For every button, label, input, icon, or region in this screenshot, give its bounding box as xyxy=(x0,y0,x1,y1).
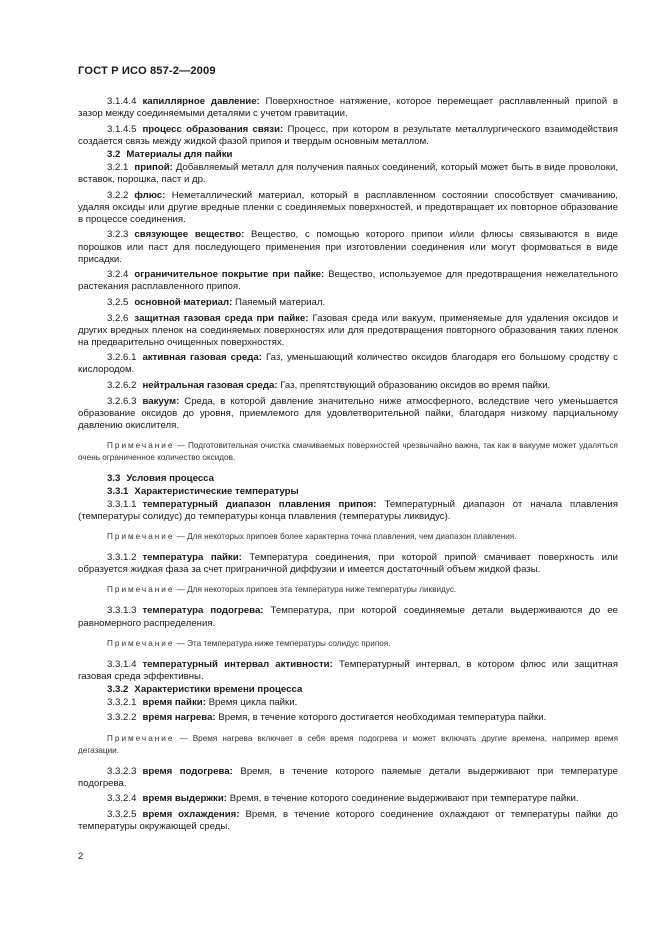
term: время выдержки: xyxy=(142,793,227,805)
definition: Температура, при которой соединяемые детали выдерживаются до ее равномерного распределения. xyxy=(78,605,618,629)
clause-number: 3.2.1 xyxy=(107,161,129,173)
clause-number: 3.3.1.2 xyxy=(107,552,137,564)
clause-number: 3.3.2.2 xyxy=(107,712,137,724)
document-body xyxy=(78,96,618,837)
term: время охлаждения: xyxy=(142,808,240,820)
term: процесс образования связи: xyxy=(142,123,284,135)
definition: Время, в течение которого паяемые детали выдерживают при температуре подогрева. xyxy=(78,765,618,789)
clause-3-3-2-2 xyxy=(78,712,618,724)
clause-number: 3.3.1.3 xyxy=(107,605,137,617)
clause-number: 3.1.4.5 xyxy=(107,123,137,135)
definition: Газ, уменьшающий количество оксидов благодаря его большому сродству с кислородом. xyxy=(78,352,618,376)
clause-number: 3.2.4 xyxy=(107,269,129,281)
definition: Процесс, при котором в результате металлургического взаимодействия создается связь между жидкой фазой припоя и твердым основным металлом. xyxy=(78,123,618,147)
term: температурный интервал активности: xyxy=(142,658,333,670)
section-title: Материалы для пайки xyxy=(126,148,233,160)
page-number: 2 xyxy=(78,851,84,862)
clause-3-2-6 xyxy=(78,313,618,349)
note-melting-point xyxy=(78,531,618,543)
note-label: Примечание xyxy=(107,585,175,595)
definition: Неметаллический материал, который в расплавленном состоянии способствует смачиванию, удаляя оксиды или другие вредные пленки с соединяемых поверхностей, и предотвращает их повторное образование в процессе соединения. xyxy=(78,189,618,225)
clause-3-3-2-1 xyxy=(78,697,618,709)
clause-3-3-2-4 xyxy=(78,793,618,805)
term: температура подогрева: xyxy=(142,605,264,617)
clause-3-2-6-2 xyxy=(78,380,618,392)
clause-3-3-1-3 xyxy=(78,605,618,629)
clause-number: 3.3.1.1 xyxy=(107,499,137,511)
note-liquidus xyxy=(78,584,618,596)
definition: Время, в течение которого соединение охлаждают от температуры пайки до температуры окружающей среды. xyxy=(78,808,618,832)
clause-3-3-1-4 xyxy=(78,659,618,683)
clause-number: 3.3.2.1 xyxy=(107,696,137,708)
clause-3-2-6-1 xyxy=(78,352,618,376)
section-3-2-heading xyxy=(107,149,618,161)
term: вакуум: xyxy=(142,395,180,407)
clause-3-2-2 xyxy=(78,190,618,226)
clause-3-1-4-5 xyxy=(78,124,618,148)
term: время нагрева: xyxy=(142,712,216,724)
clause-3-2-3 xyxy=(78,229,618,265)
clause-3-3-1-2 xyxy=(78,552,618,576)
term: капиллярное давление: xyxy=(142,96,260,107)
section-3-3-1-heading xyxy=(107,486,618,498)
definition: Газ, препятствующий образованию оксидов во время пайки. xyxy=(280,379,551,391)
clause-3-2-4 xyxy=(78,269,618,293)
clause-number: 3.2.6 xyxy=(107,312,129,324)
clause-number: 3.2.2 xyxy=(107,189,129,201)
clause-number: 3.2.6.2 xyxy=(107,379,137,391)
definition: Газовая среда или вакуум, применяемые для удаления оксидов и других вредных пленок на соединяемых поверхностях или для предотвращения повторного образования таких пленок на предварительно очищенных поверхностях. xyxy=(78,312,618,348)
term: время пайки: xyxy=(142,696,206,708)
clause-3-2-5 xyxy=(78,297,618,309)
term: нейтральная газовая среда: xyxy=(142,379,278,391)
note-solidus xyxy=(78,638,618,650)
definition: Вещество, используемое для предотвращения нежелательного растекания расплавленного припоя. xyxy=(78,269,618,293)
term: активная газовая среда: xyxy=(142,352,262,364)
term: связующее вещество: xyxy=(134,229,245,241)
clause-number: 3.3.2.5 xyxy=(107,808,137,820)
clause-3-2-1 xyxy=(78,162,618,186)
note-text: — Эта температура ниже температуры солидус припоя. xyxy=(176,638,391,648)
clause-number: 3.2.5 xyxy=(107,296,129,308)
definition: Время цикла пайки. xyxy=(208,696,298,708)
section-number: 3.3 xyxy=(107,472,121,484)
section-number: 3.2 xyxy=(107,148,121,160)
note-label: Примечание xyxy=(107,638,175,648)
section-number: 3.3.1 xyxy=(107,485,129,497)
note-text: — Для некоторых припоев эта температура ниже температуры ликвидус. xyxy=(176,585,457,595)
clause-number: 3.2.6.1 xyxy=(107,352,137,364)
definition: Время, в течение которого достигается необходимая температура пайки. xyxy=(218,712,547,724)
section-title: Характеристические температуры xyxy=(134,485,299,497)
note-label: Примечание xyxy=(107,440,175,450)
definition: Температурный диапазон от начала плавления (температуры солидус) до температуры конца плавления (температуры ликвидус). xyxy=(78,499,618,523)
note-label: Примечание xyxy=(107,532,175,542)
clause-3-3-2-3 xyxy=(78,766,618,790)
document-header: ГОСТ Р ИСО 857-2—2009 xyxy=(78,65,216,77)
clause-3-1-4-4 xyxy=(78,96,618,120)
note-heating-time xyxy=(78,733,618,757)
definition: Паяемый материал. xyxy=(235,296,326,308)
note-text: — Время нагрева включает в себя время подогрева и может включать другие времена, например время дегазации. xyxy=(78,733,618,755)
definition: Температурный интервал, в котором флюс или защитная газовая среда эффективны. xyxy=(78,658,618,682)
section-3-3-2-heading xyxy=(107,684,618,696)
term: температурный диапазон плавления припоя: xyxy=(142,499,377,511)
note-vacuum-cleaning xyxy=(78,440,618,464)
clause-3-3-1-1 xyxy=(78,499,618,523)
section-title: Характеристики времени процесса xyxy=(134,683,303,695)
clause-number: 3.2.6.3 xyxy=(107,395,137,407)
term: температура пайки: xyxy=(142,552,242,564)
clause-number: 3.3.2.4 xyxy=(107,793,137,805)
definition: Среда, в которой давление значительно ниже атмосферного, вследствие чего уменьшается образование оксидов до уровня, приемлемого для удовлетворительной пайки, благодаря низкому парциальному давлению окислителя. xyxy=(78,395,618,431)
term: защитная газовая среда при пайке: xyxy=(134,312,309,324)
term: припой: xyxy=(134,161,173,173)
term: время подогрева: xyxy=(142,765,233,777)
term: основной материал: xyxy=(134,296,233,308)
clause-number: 3.3.2.3 xyxy=(107,765,137,777)
term: ограничительное покрытие при пайке: xyxy=(134,269,325,281)
definition: Поверхностное натяжение, которое перемещает расплавленный припой в зазор между соединяемыми деталями с учетом гравитации. xyxy=(78,96,618,120)
definition: Время, в течение которого соединение выдерживают при температуре пайки. xyxy=(229,793,579,805)
clause-number: 3.3.1.4 xyxy=(107,658,137,670)
clause-3-3-2-5 xyxy=(78,809,618,833)
definition: Вещество, с помощью которого припои и/или флюсы связываются в виде порошков или паст для последующего применения при изготовлении соединения или могут формоваться в виде присадки. xyxy=(78,229,618,265)
note-label: Примечание xyxy=(107,733,175,743)
section-title: Условия процесса xyxy=(126,472,215,484)
definition: Добавляемый металл для получения паяных соединений, который может быть в виде проволоки, вставок, порошка, паст и др. xyxy=(78,161,618,186)
definition: Температура соединения, при которой припой смачивает поверхность или образуется жидкая фаза за счет приграничной диффузии и имеется достаточный объем жидкой фазы. xyxy=(78,552,618,576)
note-text: — Для некоторых припоев более характерна точка плавления, чем диапазон плавления. xyxy=(176,532,517,542)
term: флюс: xyxy=(134,189,166,201)
note-text: — Подготовительная очистка смачиваемых поверхностей чрезвычайно важна, так как в вакууме может удаляться очень ограниченное количество оксидов. xyxy=(78,440,618,462)
clause-number: 3.2.3 xyxy=(107,229,129,241)
section-number: 3.3.2 xyxy=(107,683,129,695)
section-3-3-heading xyxy=(107,473,618,485)
clause-number: 3.1.4.4 xyxy=(107,96,137,107)
clause-3-2-6-3 xyxy=(78,396,618,432)
